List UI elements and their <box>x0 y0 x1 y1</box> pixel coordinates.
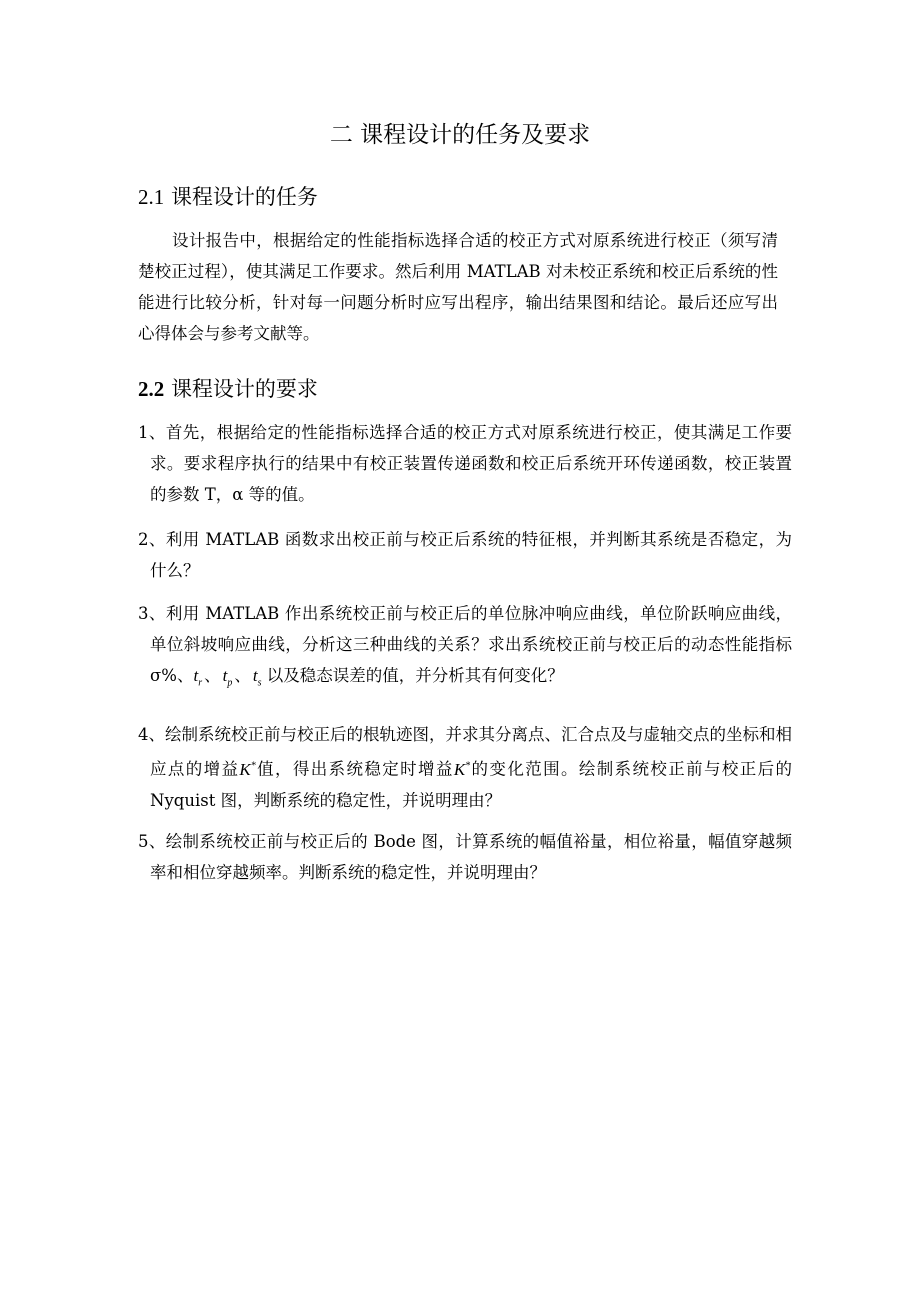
requirement-item-4 <box>138 719 792 816</box>
section-heading-2-2 <box>138 374 318 404</box>
requirement-item-5: 5、绘制系统校正前与校正后的 Bode 图，计算系统的幅值裕量，相位裕量，幅值穿越频率和相位穿越频率。判断系统的稳定性，并说明理由？ <box>138 832 792 882</box>
requirement-4-text-b: 值，得出系统稳定时增益 <box>255 759 454 779</box>
rise-time-symbol: $t_r$ <box>193 666 203 689</box>
peak-time-symbol: $t_p$ <box>222 666 233 689</box>
requirement-item-2: 2、利用 MATLAB 函数求出校正前与校正后系统的特征根，并判断其系统是否稳定，为什么？ <box>138 530 792 580</box>
section-title: 课程设计的任务 <box>170 185 318 209</box>
requirement-4-text-c: 的变化范围。绘制系统校正前与校正后的 Nyquist 图，判断系统的稳定性，并说明理由？ <box>150 759 793 810</box>
requirement-item-3 <box>138 598 792 698</box>
section-number: 2.2 <box>138 377 165 401</box>
separator: 、 <box>234 666 251 685</box>
requirement-3-text-a: 3、利用 MATLAB 作出系统校正前与校正后的单位脉冲响应曲线，单位阶跃响应曲线，单位斜坡响应曲线，分析这三种曲线的关系？求出系统校正前与校正后的动态性能指标 σ%、 <box>138 604 792 685</box>
chapter-title: 二 课程设计的任务及要求 <box>329 122 591 148</box>
separator: 、 <box>204 666 221 685</box>
gain-k-symbol: K* <box>239 759 256 779</box>
task-paragraph: 设计报告中，根据给定的性能指标选择合适的校正方式对原系统进行校正（须写清楚校正过程），使其满足工作要求。然后利用 MATLAB 对未校正系统和校正后系统的性能进行比较分析，针对每一问题分析时应写出程序，输出结果图和结论。最后还应写出心得体会与参考文献等。 <box>138 231 778 343</box>
settling-time-symbol: $t_s$ <box>252 666 262 689</box>
section-number: 2.1 <box>138 185 165 209</box>
requirement-3-text-b: 以及稳态误差的值，并分析其有何变化？ <box>266 666 564 685</box>
gain-k-symbol: K* <box>453 759 471 779</box>
section-heading-2-1 <box>138 182 318 212</box>
requirement-item-1: 1、首先，根据给定的性能指标选择合适的校正方式对原系统进行校正，使其满足工作要求。要求程序执行的结果中有校正装置传递函数和校正后系统开环传递函数，校正装置的参数 T，α 等的值。 <box>138 423 792 504</box>
section-title: 课程设计的要求 <box>170 377 318 401</box>
requirement-4-text-a: 4、绘制系统校正前与校正后的根轨迹图，并求其分离点、汇合点及与虚轴交点的坐标和相应点的增益 <box>138 725 792 779</box>
